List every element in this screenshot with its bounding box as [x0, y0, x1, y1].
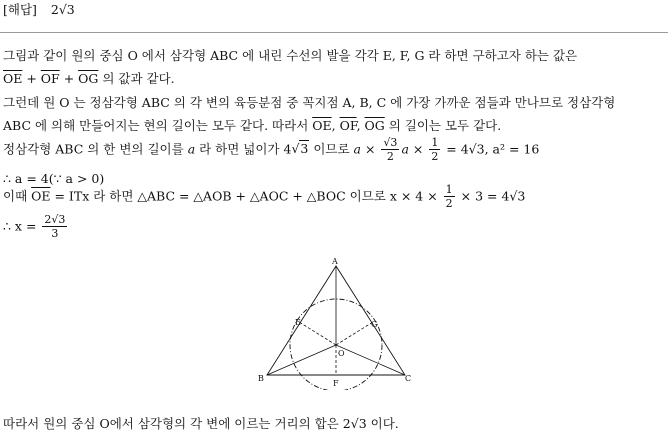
answer-label: [해답]: [3, 2, 37, 17]
fraction-denominator: 2: [445, 197, 453, 210]
fraction-numerator: √3: [383, 136, 398, 149]
line-5: [3, 137, 539, 162]
fraction-one-half: [429, 137, 440, 162]
line-7-mid: = ITx 라 하면 △ABC = △AOB + △AOC + △BOC 이므로 x × 4 ×: [50, 188, 442, 204]
line-3: 그런데 원 O 는 정삼각형 ABC 의 각 변의 육등분점 중 꼭지점 A, B, C 에 가장 가까운 점들과 만나므로 정삼각형: [3, 95, 616, 110]
line-5-mid: 라 하면 넓이가 4: [195, 141, 292, 157]
fraction-denominator: 2: [431, 150, 439, 163]
label-b: B: [258, 374, 264, 383]
perp-og: [336, 322, 373, 345]
label-g: G: [371, 320, 378, 329]
conclusion-line: 따라서 원의 중심 O에서 삼각형의 각 변에 이르는 거리의 합은 2√3 이다.: [3, 416, 399, 431]
sqrt-3: √3: [291, 141, 309, 157]
plus-sign: +: [59, 71, 79, 86]
triangle-circle-figure: [255, 255, 415, 390]
line-8: [3, 214, 69, 239]
line-5-mid2: 이므로: [309, 141, 354, 157]
segment-og: $\overline{OG}$: [364, 118, 385, 133]
segment-of: $\overline{OF}$: [40, 71, 60, 86]
label-f: F: [333, 379, 339, 388]
header-divider: [0, 32, 668, 33]
perp-oe: [299, 322, 336, 345]
fraction-one-half: [444, 184, 455, 209]
segment-og: $\overline{OG}$: [78, 71, 99, 86]
line-5-end: = 4√3, a² = 16: [442, 141, 540, 157]
line-1: 그림과 같이 원의 중심 O 에서 삼각형 ABC 에 내린 수선의 발을 각각 E, F, G 라 하면 구하고자 하는 값은: [3, 48, 578, 63]
comma: ,: [356, 118, 365, 133]
plus-sign: +: [22, 71, 41, 86]
line-2-rest: 의 값과 같다.: [98, 71, 175, 86]
label-e: E: [295, 318, 301, 327]
line-c-o: [336, 345, 405, 375]
segment-oe: $\overline{OE}$: [312, 118, 332, 133]
line-7: [3, 184, 525, 209]
fraction-sqrt3-over-2: [381, 137, 399, 162]
fraction-numerator: 1: [445, 183, 453, 196]
line-b-o: [267, 345, 336, 375]
fraction-2sqrt3-over-3: [42, 214, 67, 239]
fraction-numerator: 1: [431, 136, 439, 149]
line-4-end: 의 길이는 모두 같다.: [384, 118, 502, 133]
line-7-start: 이때: [3, 188, 32, 204]
line-7-end: × 3 = 4√3: [456, 188, 526, 204]
line-5-start: 정삼각형 ABC 의 한 변의 길이를: [3, 141, 188, 157]
segment-oe: $\overline{OE}$: [3, 71, 23, 86]
answer-header: [3, 4, 75, 17]
line-5-expr2: a ×: [401, 141, 428, 157]
label-c: C: [405, 374, 412, 383]
line-6: ∴ a = 4(∵ a > 0): [3, 171, 105, 186]
line-5-expr: a ×: [353, 141, 380, 157]
line-8-start: ∴ x =: [3, 218, 41, 234]
fraction-denominator: 3: [51, 227, 59, 240]
line-4-start: ABC 에 의해 만들어지는 현의 길이는 모두 같다. 따라서: [3, 118, 313, 133]
fraction-numerator: 2√3: [44, 213, 66, 226]
segment-oe: $\overline{OE}$: [31, 188, 51, 204]
label-a: A: [332, 257, 338, 266]
fraction-denominator: 2: [386, 150, 394, 163]
answer-value: 2√3: [50, 2, 75, 17]
segment-of: $\overline{OF}$: [339, 118, 357, 133]
label-o: O: [338, 349, 345, 358]
line-2: [3, 73, 175, 86]
comma: ,: [331, 118, 340, 133]
var-a: a: [187, 141, 196, 157]
line-4: [3, 120, 501, 133]
